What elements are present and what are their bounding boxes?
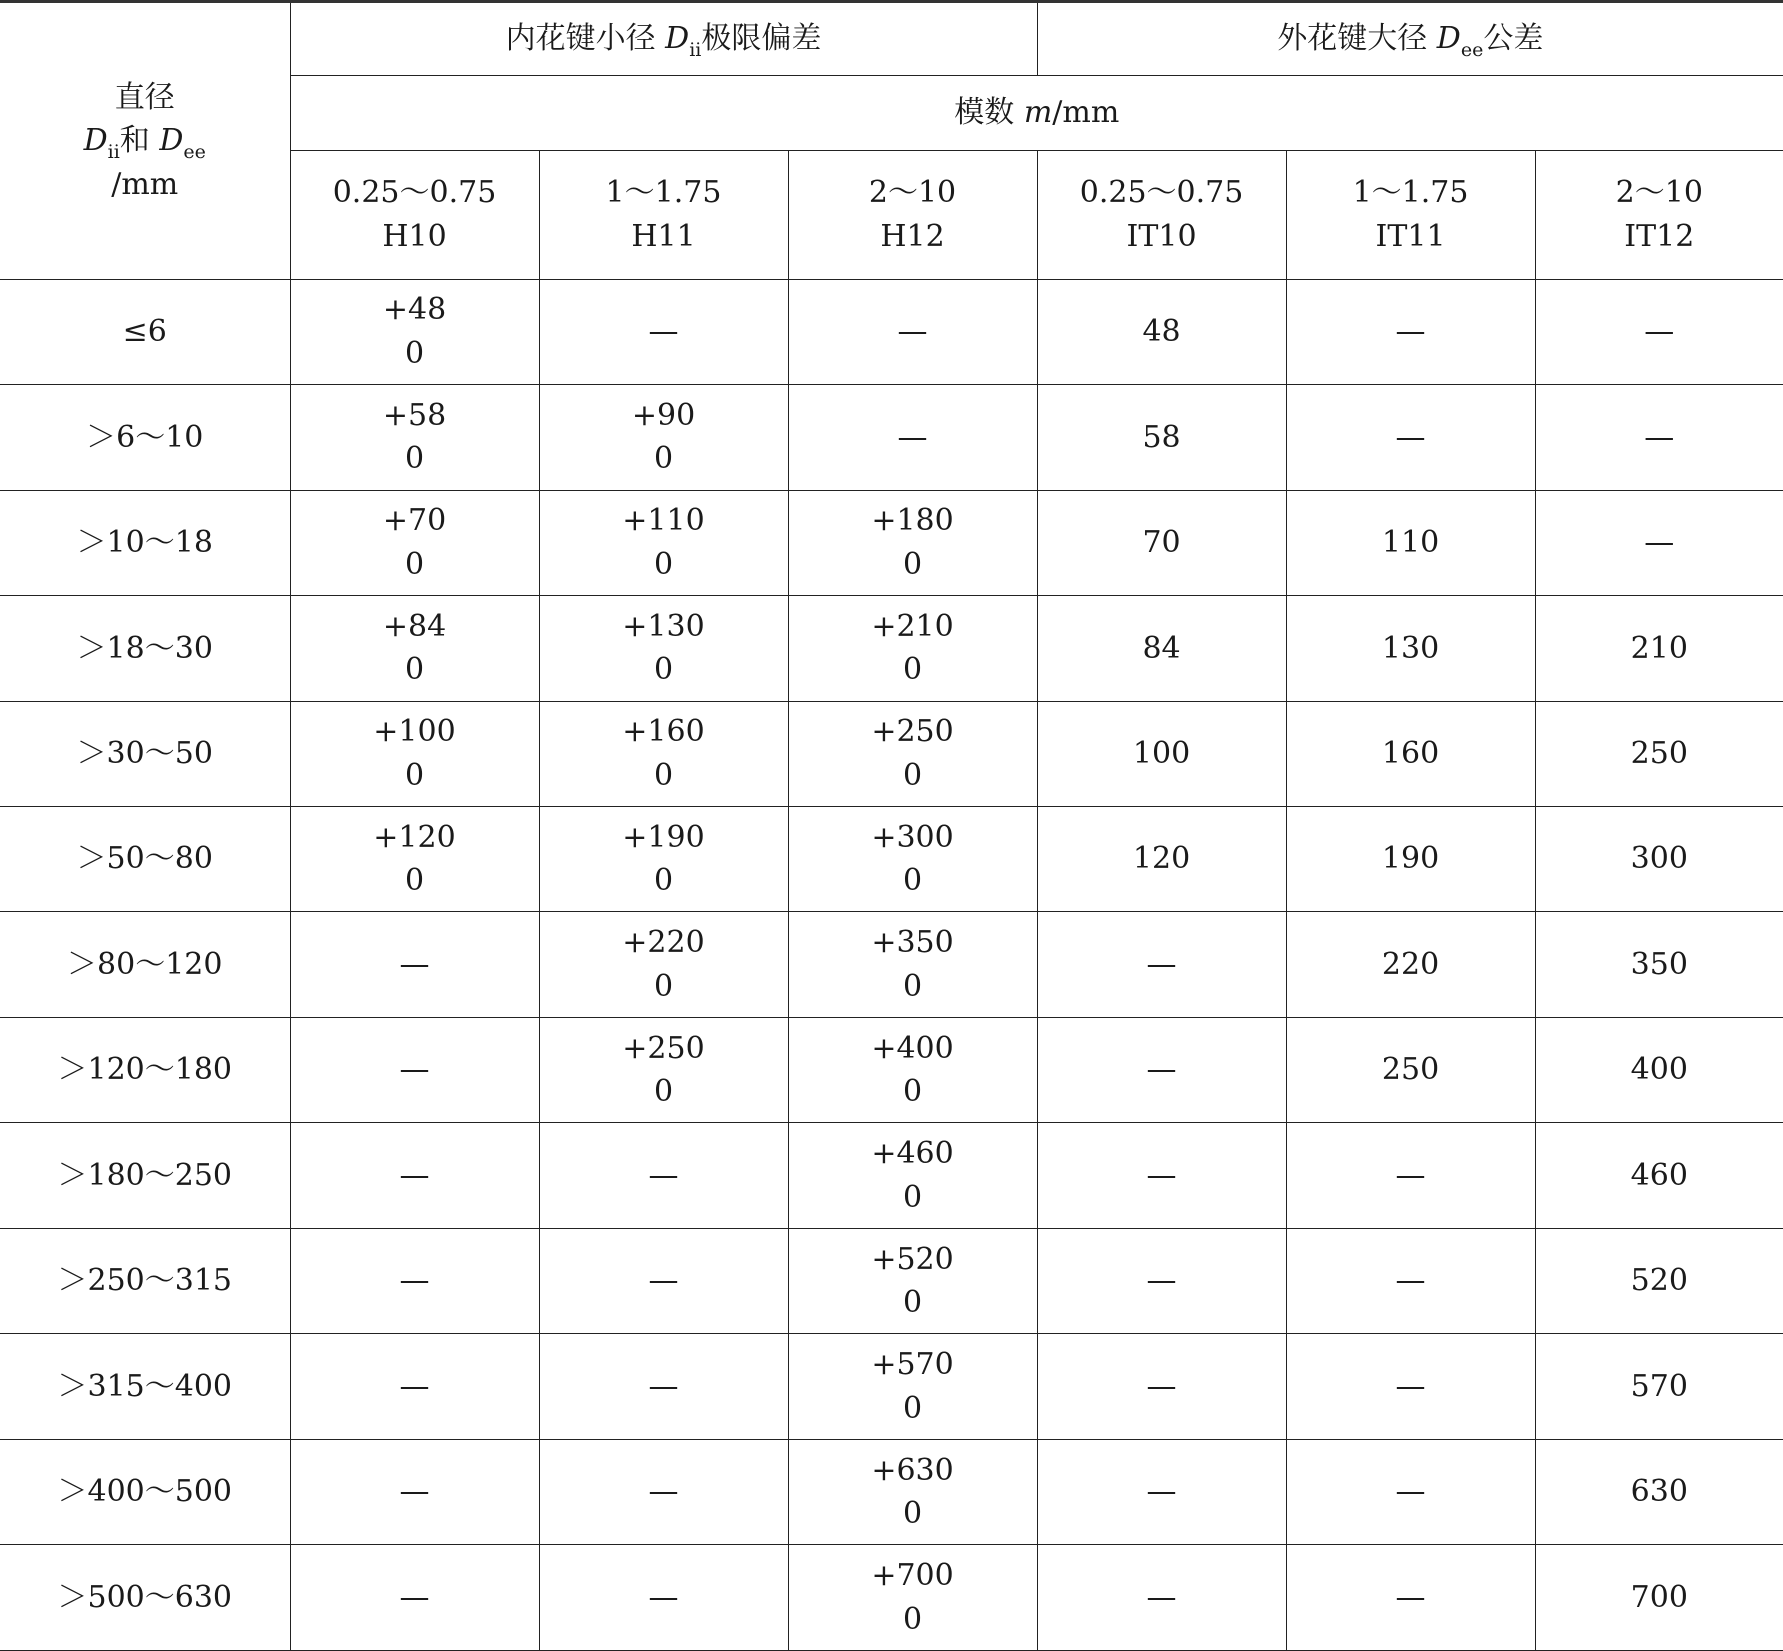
h10-cell: [290, 596, 539, 701]
lower-deviation: 0: [902, 1496, 923, 1532]
upper-deviation: +160: [622, 714, 705, 750]
lower-deviation: 0: [653, 546, 674, 582]
upper-deviation: —: [399, 1474, 430, 1510]
h12-cell: [788, 385, 1037, 490]
lower-deviation: 0: [404, 863, 425, 899]
it12-cell: 210: [1535, 596, 1783, 701]
h12-cell: [788, 1017, 1037, 1122]
upper-deviation: —: [648, 1474, 679, 1510]
upper-deviation: —: [399, 1368, 430, 1404]
it12-cell: 400: [1535, 1017, 1783, 1122]
column-range: 1～1.75: [605, 175, 722, 211]
it12-cell: 570: [1535, 1334, 1783, 1439]
h11-cell: [539, 490, 788, 595]
table-row: [0, 1439, 1783, 1544]
lower-deviation: 0: [404, 546, 425, 582]
diameter-cell: ＞120～180: [0, 1017, 290, 1122]
diameter-cell: ＞30～50: [0, 701, 290, 806]
diameter-header: [0, 2, 290, 280]
it10-cell: —: [1037, 1439, 1286, 1544]
it12-cell: 350: [1535, 912, 1783, 1017]
lower-deviation: 0: [404, 441, 425, 477]
upper-deviation: —: [648, 314, 679, 350]
table-row: [0, 1545, 1783, 1651]
column-grade: H12: [880, 218, 945, 254]
upper-deviation: —: [648, 1157, 679, 1193]
it10-cell: —: [1037, 912, 1286, 1017]
it12-cell: 700: [1535, 1545, 1783, 1651]
upper-deviation: +300: [871, 819, 954, 855]
it12-cell: 460: [1535, 1123, 1783, 1228]
h10-cell: [290, 1123, 539, 1228]
h11-cell: [539, 807, 788, 912]
internal-spline-group-header: 内花键小径 $D_{ii}$极限偏差: [290, 2, 1037, 76]
h11-cell: [539, 1439, 788, 1544]
column-header-it11: [1286, 150, 1535, 279]
upper-deviation: +220: [622, 925, 705, 961]
column-header-h11: [539, 150, 788, 279]
h12-cell: [788, 279, 1037, 384]
h10-cell: [290, 279, 539, 384]
h11-cell: [539, 701, 788, 806]
table-row: [0, 279, 1783, 384]
diameter-cell: ＞6～10: [0, 385, 290, 490]
table-row: [0, 807, 1783, 912]
diameter-cell: ＞180～250: [0, 1123, 290, 1228]
diameter-header-symbols: $D_{ii}$和 $D_{ee}$: [83, 123, 206, 164]
h10-cell: [290, 1334, 539, 1439]
it11-cell: —: [1286, 1545, 1535, 1651]
upper-deviation: +350: [871, 925, 954, 961]
it10-cell: —: [1037, 1545, 1286, 1651]
lower-deviation: 0: [902, 968, 923, 1004]
upper-deviation: +400: [871, 1030, 954, 1066]
upper-deviation: +210: [871, 608, 954, 644]
h12-cell: [788, 701, 1037, 806]
upper-deviation: +250: [622, 1030, 705, 1066]
h10-cell: [290, 807, 539, 912]
upper-deviation: +120: [373, 819, 456, 855]
it11-cell: 220: [1286, 912, 1535, 1017]
h12-cell: [788, 1545, 1037, 1651]
upper-deviation: +70: [382, 503, 447, 539]
column-grade: IT12: [1624, 218, 1695, 254]
column-range: 1～1.75: [1352, 175, 1469, 211]
it10-cell: 70: [1037, 490, 1286, 595]
upper-deviation: —: [399, 946, 430, 982]
it12-cell: —: [1535, 490, 1783, 595]
column-header-it12: [1535, 150, 1783, 279]
lower-deviation: 0: [902, 863, 923, 899]
lower-deviation: 0: [653, 863, 674, 899]
it11-cell: 110: [1286, 490, 1535, 595]
upper-deviation: —: [648, 1579, 679, 1615]
it10-cell: 120: [1037, 807, 1286, 912]
upper-deviation: +130: [622, 608, 705, 644]
upper-deviation: +630: [871, 1452, 954, 1488]
h11-cell: [539, 1334, 788, 1439]
it10-cell: 48: [1037, 279, 1286, 384]
header-row-groups: [0, 2, 1783, 76]
upper-deviation: +110: [622, 503, 705, 539]
diameter-cell: ＞10～18: [0, 490, 290, 595]
h12-cell: [788, 1123, 1037, 1228]
h12-cell: [788, 912, 1037, 1017]
diameter-cell: ＞18～30: [0, 596, 290, 701]
it10-cell: —: [1037, 1228, 1286, 1333]
upper-deviation: +250: [871, 714, 954, 750]
column-range: 0.25～0.75: [332, 175, 497, 211]
upper-deviation: +570: [871, 1347, 954, 1383]
column-grade: H10: [382, 218, 447, 254]
h12-cell: [788, 807, 1037, 912]
lower-deviation: 0: [653, 757, 674, 793]
it12-cell: 520: [1535, 1228, 1783, 1333]
upper-deviation: —: [399, 1263, 430, 1299]
upper-deviation: —: [648, 1263, 679, 1299]
it10-cell: 84: [1037, 596, 1286, 701]
upper-deviation: —: [399, 1052, 430, 1088]
lower-deviation: 0: [653, 1074, 674, 1110]
h10-cell: [290, 1545, 539, 1651]
column-header-it10: [1037, 150, 1286, 279]
h12-cell: [788, 596, 1037, 701]
table-row: [0, 1334, 1783, 1439]
lower-deviation: 0: [404, 335, 425, 371]
lower-deviation: 0: [902, 1601, 923, 1637]
h11-cell: [539, 1017, 788, 1122]
upper-deviation: —: [648, 1368, 679, 1404]
h10-cell: [290, 701, 539, 806]
upper-deviation: +90: [631, 397, 696, 433]
it11-cell: —: [1286, 1123, 1535, 1228]
table-row: [0, 1123, 1783, 1228]
it12-cell: 250: [1535, 701, 1783, 806]
it11-cell: —: [1286, 385, 1535, 490]
table-row: [0, 490, 1783, 595]
it11-cell: 250: [1286, 1017, 1535, 1122]
h12-cell: [788, 1228, 1037, 1333]
lower-deviation: 0: [902, 757, 923, 793]
it12-cell: 300: [1535, 807, 1783, 912]
upper-deviation: —: [399, 1157, 430, 1193]
diameter-cell: ＞250～315: [0, 1228, 290, 1333]
column-grade: IT11: [1375, 218, 1446, 254]
h11-cell: [539, 279, 788, 384]
it11-cell: 160: [1286, 701, 1535, 806]
h10-cell: [290, 490, 539, 595]
module-header: 模数 m/mm: [290, 76, 1783, 150]
h10-cell: [290, 912, 539, 1017]
it12-cell: —: [1535, 385, 1783, 490]
h10-cell: [290, 385, 539, 490]
h11-cell: [539, 1228, 788, 1333]
column-range: 0.25～0.75: [1079, 175, 1244, 211]
it10-cell: —: [1037, 1017, 1286, 1122]
diameter-cell: ＞80～120: [0, 912, 290, 1017]
table-row: [0, 385, 1783, 490]
column-header-h12: [788, 150, 1037, 279]
upper-deviation: +58: [382, 397, 447, 433]
diameter-header-unit: /mm: [111, 166, 179, 202]
lower-deviation: 0: [653, 652, 674, 688]
column-grade: IT10: [1126, 218, 1197, 254]
lower-deviation: 0: [902, 1390, 923, 1426]
diameter-cell: ＞315～400: [0, 1334, 290, 1439]
it11-cell: 130: [1286, 596, 1535, 701]
table-row: [0, 701, 1783, 806]
upper-deviation: —: [897, 314, 928, 350]
h11-cell: [539, 1545, 788, 1651]
column-grade: H11: [631, 218, 696, 254]
it11-cell: —: [1286, 1228, 1535, 1333]
lower-deviation: 0: [404, 757, 425, 793]
lower-deviation: 0: [902, 1179, 923, 1215]
diameter-cell: ＞50～80: [0, 807, 290, 912]
it11-cell: —: [1286, 1439, 1535, 1544]
upper-deviation: +48: [382, 292, 447, 328]
it12-cell: 630: [1535, 1439, 1783, 1544]
lower-deviation: 0: [902, 546, 923, 582]
it11-cell: —: [1286, 279, 1535, 384]
h12-cell: [788, 1439, 1037, 1544]
it12-cell: —: [1535, 279, 1783, 384]
h11-cell: [539, 1123, 788, 1228]
h11-cell: [539, 385, 788, 490]
diameter-cell: ＞400～500: [0, 1439, 290, 1544]
h11-cell: [539, 912, 788, 1017]
upper-deviation: +100: [373, 714, 456, 750]
h12-cell: [788, 490, 1037, 595]
it10-cell: —: [1037, 1123, 1286, 1228]
table-row: [0, 912, 1783, 1017]
it11-cell: —: [1286, 1334, 1535, 1439]
upper-deviation: +84: [382, 608, 447, 644]
upper-deviation: +180: [871, 503, 954, 539]
lower-deviation: 0: [653, 968, 674, 1004]
upper-deviation: +190: [622, 819, 705, 855]
h10-cell: [290, 1439, 539, 1544]
upper-deviation: +460: [871, 1136, 954, 1172]
diameter-cell: ＞500～630: [0, 1545, 290, 1651]
h12-cell: [788, 1334, 1037, 1439]
table-row: [0, 1228, 1783, 1333]
diameter-header-title: 直径: [114, 79, 175, 115]
it10-cell: —: [1037, 1334, 1286, 1439]
lower-deviation: 0: [902, 1285, 923, 1321]
upper-deviation: +520: [871, 1241, 954, 1277]
it11-cell: 190: [1286, 807, 1535, 912]
column-range: 2～10: [868, 175, 957, 211]
lower-deviation: 0: [404, 652, 425, 688]
it10-cell: 100: [1037, 701, 1286, 806]
upper-deviation: +700: [871, 1558, 954, 1594]
it10-cell: 58: [1037, 385, 1286, 490]
upper-deviation: —: [897, 419, 928, 455]
diameter-cell: ≤6: [0, 279, 290, 384]
h10-cell: [290, 1017, 539, 1122]
lower-deviation: 0: [902, 652, 923, 688]
column-range: 2～10: [1615, 175, 1703, 211]
lower-deviation: 0: [902, 1074, 923, 1110]
h10-cell: [290, 1228, 539, 1333]
upper-deviation: —: [399, 1579, 430, 1615]
lower-deviation: 0: [653, 441, 674, 477]
column-header-h10: [290, 150, 539, 279]
table-row: [0, 596, 1783, 701]
table-row: [0, 1017, 1783, 1122]
external-spline-group-header: 外花键大径 $D_{ee}$公差: [1037, 2, 1783, 76]
h11-cell: [539, 596, 788, 701]
